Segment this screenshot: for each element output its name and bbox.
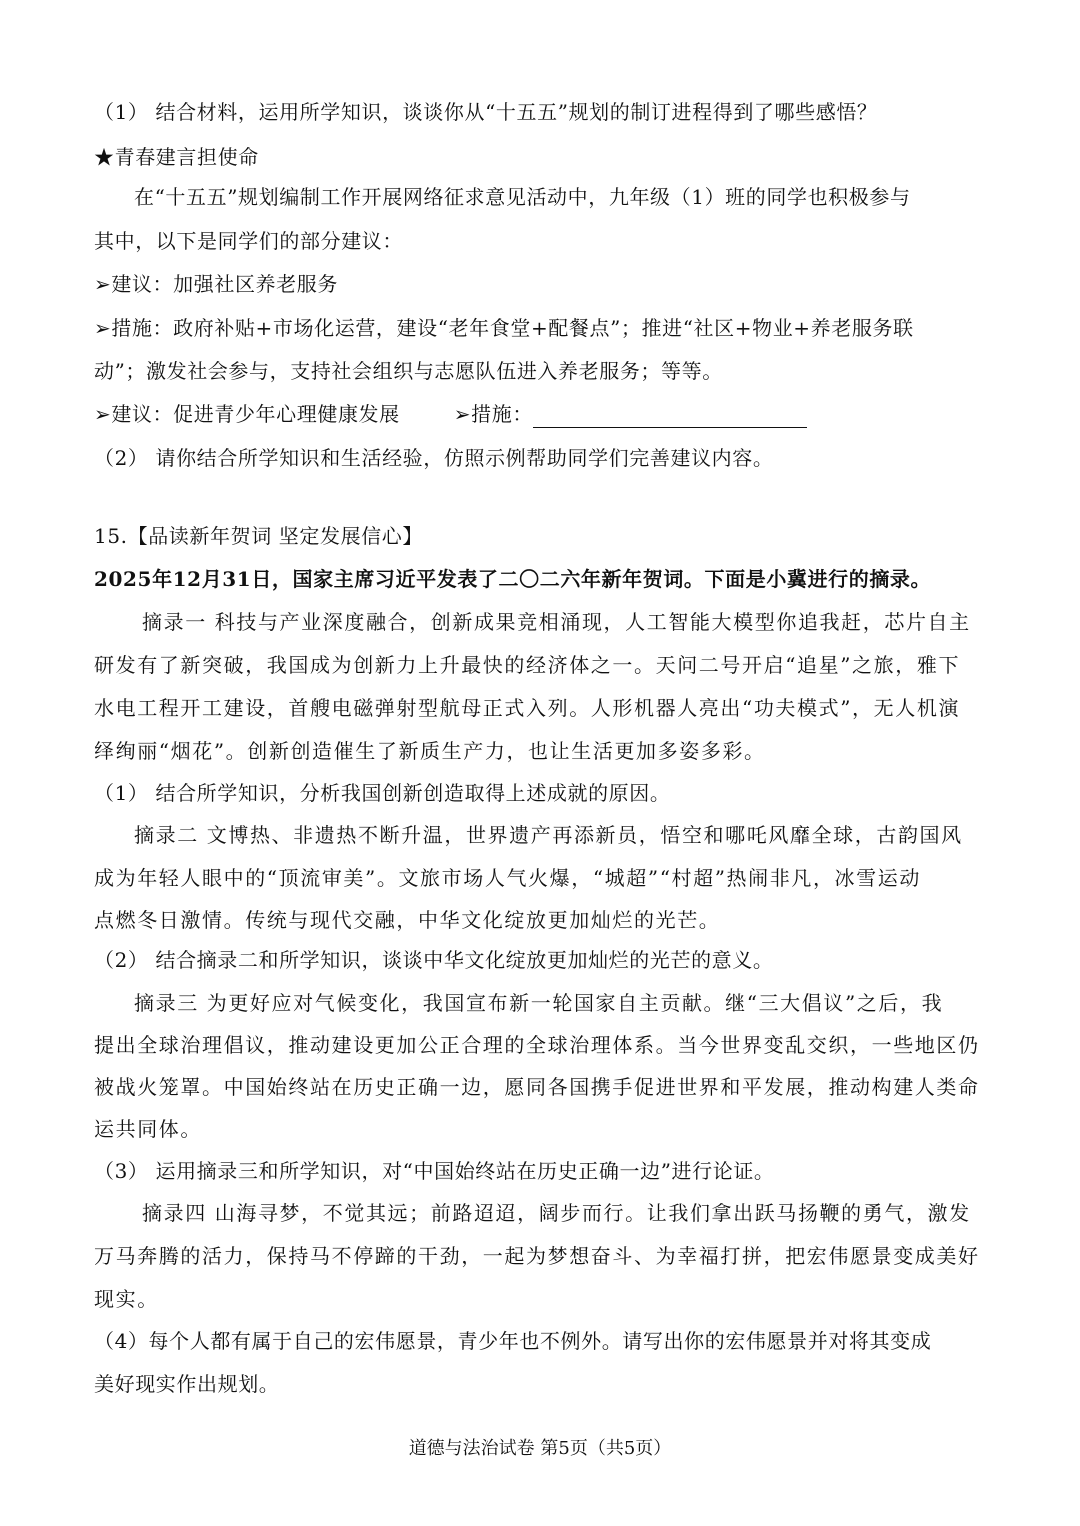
question-15-4: 美好现实作出规划。 [94,1372,280,1396]
excerpt-2: 摘录二 文博热、非遗热不断升温，世界遗产再添新员，悟空和哪吒风靡全球，古韵国风 [134,823,963,847]
excerpt-4: 万马奔腾的活力，保持马不停蹄的干劲，一起为梦想奋斗、为幸福打拼，把宏伟愿景变成美好 [94,1244,980,1268]
excerpt-4: 摘录四 山海寻梦，不觉其远；前路迢迢，阔步而行。让我们拿出跃马扬鞭的勇气，激发 [142,1201,971,1225]
excerpt-3: 被战火笼罩。中国始终站在历史正确一边，愿同各国携手促进世界和平发展，推动构建人类命 [94,1075,980,1099]
question-15-3: （3） 运用摘录三和所学知识，对“中国始终站在历史正确一边”进行论证。 [94,1159,775,1183]
excerpt-3: 摘录三 为更好应对气候变化，我国宣布新一轮国家自主贡献。继“三大倡议”之后，我 [134,991,944,1015]
excerpt-1: 水电工程开工建设，首艘电磁弹射型航母正式入列。人形机器人亮出“功夫模式”，无人机演 [94,696,961,720]
question-15-4: （4）每个人都有属于自己的宏伟愿景，青少年也不例外。请写出你的宏伟愿景并对将其变成 [94,1329,932,1353]
excerpt-1: 绎绚丽“烟花”。创新创造催生了新质生产力，也让生活更加多姿多彩。 [94,739,766,763]
question-15-2: （2） 结合摘录二和所学知识，谈谈中华文化绽放更加灿烂的光芒的意义。 [94,948,774,972]
page-footer: 道德与法治试卷 第5页（共5页） [408,1438,672,1459]
paragraph-line: 其中，以下是同学们的部分建议： [94,229,403,253]
excerpt-2: 成为年轻人眼中的“顶流审美”。文旅市场人气火爆，“城超”“村超”热闹非凡，冰雪运动 [94,866,921,890]
answer-blank[interactable] [533,407,807,428]
suggestion-line [94,400,994,428]
excerpt-4: 现实。 [94,1287,159,1311]
suggestion-text: ➢建议：促进青少年心理健康发展 [94,402,400,426]
excerpt-1: 摘录一 科技与产业深度融合，创新成果竞相涌现，人工智能大模型你追我赶，芯片自主 [142,610,971,634]
measure-line: ➢措施：政府补贴+市场化运营，建设“老年食堂+配餐点”；推进“社区+物业+养老服务联 [94,316,914,340]
suggestion-line: ➢建议：加强社区养老服务 [94,272,338,296]
excerpt-3: 提出全球治理倡议，推动建设更加公正合理的全球治理体系。当今世界变乱交织，一些地区仍 [94,1033,980,1057]
section-heading-youth-advice: ★青春建言担使命 [94,145,259,169]
question-15-title: 15.【品读新年贺词 坚定发展信心】 [94,524,423,548]
excerpt-3: 运共同体。 [94,1117,202,1141]
question-15-1: （1） 结合所学知识，分析我国创新创造取得上述成就的原因。 [94,781,671,805]
paragraph-line: 在“十五五”规划编制工作开展网络征求意见活动中，九年级（1）班的同学也积极参与 [134,185,911,209]
question-14-1: （1） 结合材料，运用所学知识，谈谈你从“十五五”规划的制订进程得到了哪些感悟？ [94,100,878,124]
excerpt-1: 研发有了新突破，我国成为创新力上升最快的经济体之一。天问二号开启“追星”之旅，雅下 [94,653,961,677]
measure-label: ➢措施： [453,402,533,426]
measure-line: 动”；激发社会参与，支持社会组织与志愿队伍进入养老服务；等等。 [94,359,723,383]
question-15-intro: 2025年12月31日，国家主席习近平发表了二〇二六年新年贺词。下面是小冀进行的摘录。 [94,567,932,591]
question-14-2: （2） 请你结合所学知识和生活经验，仿照示例帮助同学们完善建议内容。 [94,446,774,470]
excerpt-2: 点燃冬日激情。传统与现代交融，中华文化绽放更加灿烂的光芒。 [94,908,721,932]
